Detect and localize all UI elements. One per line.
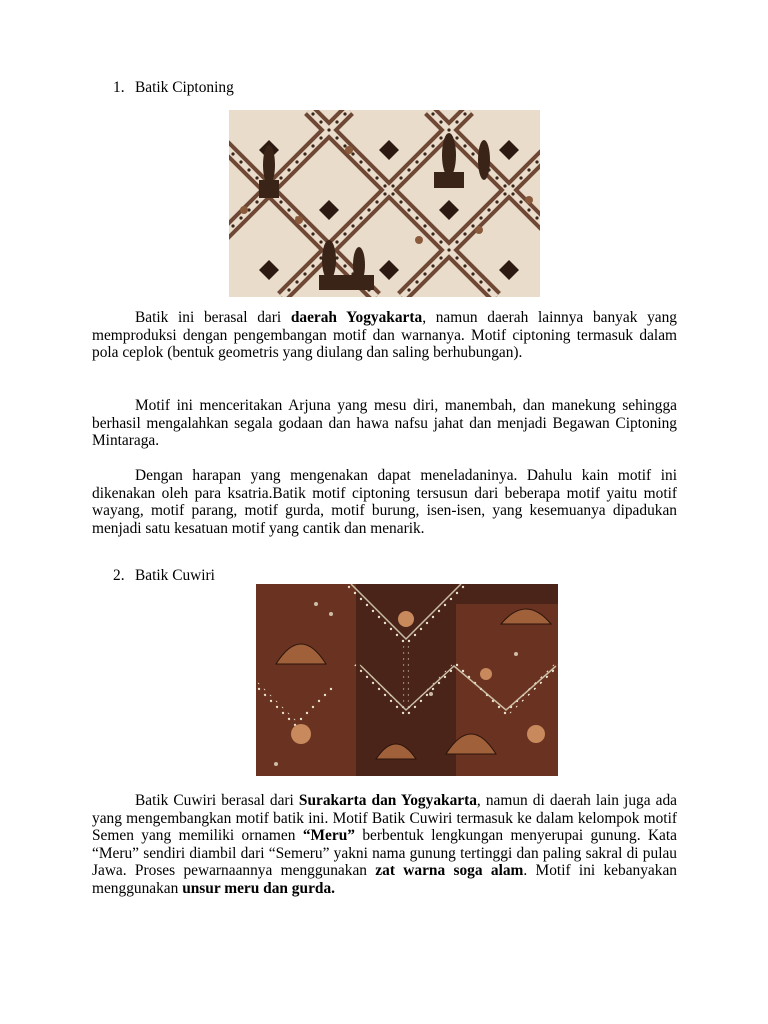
section-heading	[113, 79, 234, 97]
section-number: 2.	[113, 567, 125, 584]
text-run: , namun di daerah lain juga ada yang mengembangkan motif batik ini. Motif Batik Cuwiri termasuk ke dalam kelompok motif Semen yang memiliki ornamen	[92, 792, 677, 845]
bold-text: daerah Yogyakarta	[290, 309, 423, 326]
bold-text: unsur meru dan gurda.	[182, 879, 335, 897]
text-run: Dengan harapan yang mengenakan dapat meneladaninya. Dahulu kain motif ini dikenakan oleh para ksatria.Batik motif ciptoning tersusun dari beberapa motif yaitu motif wayang, motif parang, motif gurda, motif burung, isen-isen, yang kesemuanya dipadukan menjadi satu kesatuan motif yang cantik dan menarik.	[92, 467, 677, 537]
text-run: Batik Cuwiri berasal dari	[135, 792, 299, 809]
text-run: . Motif ini kebanyakan menggunakan	[92, 862, 677, 897]
batik-cuwiri-image	[256, 584, 558, 776]
batik-cuwiri-pattern	[256, 584, 558, 776]
section1-paragraph-1	[92, 309, 677, 362]
text-run: Motif ini menceritakan Arjuna yang mesu diri, manembah, dan manekung sehingga berhasil mengalahkan segala godaan dan hawa nafsu jahat dan menjadi Begawan Ciptoning Mintaraga.	[92, 397, 677, 450]
section2-paragraph-1	[92, 792, 677, 898]
bold-text: Surakarta dan Yogyakarta	[298, 792, 477, 809]
text-run: Batik ini berasal dari	[135, 309, 291, 326]
section-title: Batik Ciptoning	[135, 79, 234, 96]
section-heading	[113, 567, 215, 585]
section1-paragraph-2	[92, 397, 677, 450]
bold-text: zat warna soga alam	[375, 862, 524, 880]
batik-ciptoning-image	[229, 110, 540, 297]
section-number: 1.	[113, 79, 125, 96]
text-run: berbentuk lengkungan menyerupai gunung. Kata “Meru” sendiri diambil dari “Semeru” yakni nama gunung tertinggi dan paling sakral di pulau Jawa. Proses pewarnaannya menggunakan	[92, 827, 677, 880]
section-title: Batik Cuwiri	[135, 567, 215, 584]
section1-paragraph-3	[92, 467, 677, 537]
text-run: , namun daerah lainnya banyak yang memproduksi dengan pengembangan motif dan warnanya. Motif ciptoning termasuk dalam pola ceplok (bentuk geometris yang diulang dan saling berhubungan).	[92, 309, 677, 362]
batik-ciptoning-pattern	[229, 110, 540, 297]
bold-text: “Meru”	[302, 827, 355, 845]
